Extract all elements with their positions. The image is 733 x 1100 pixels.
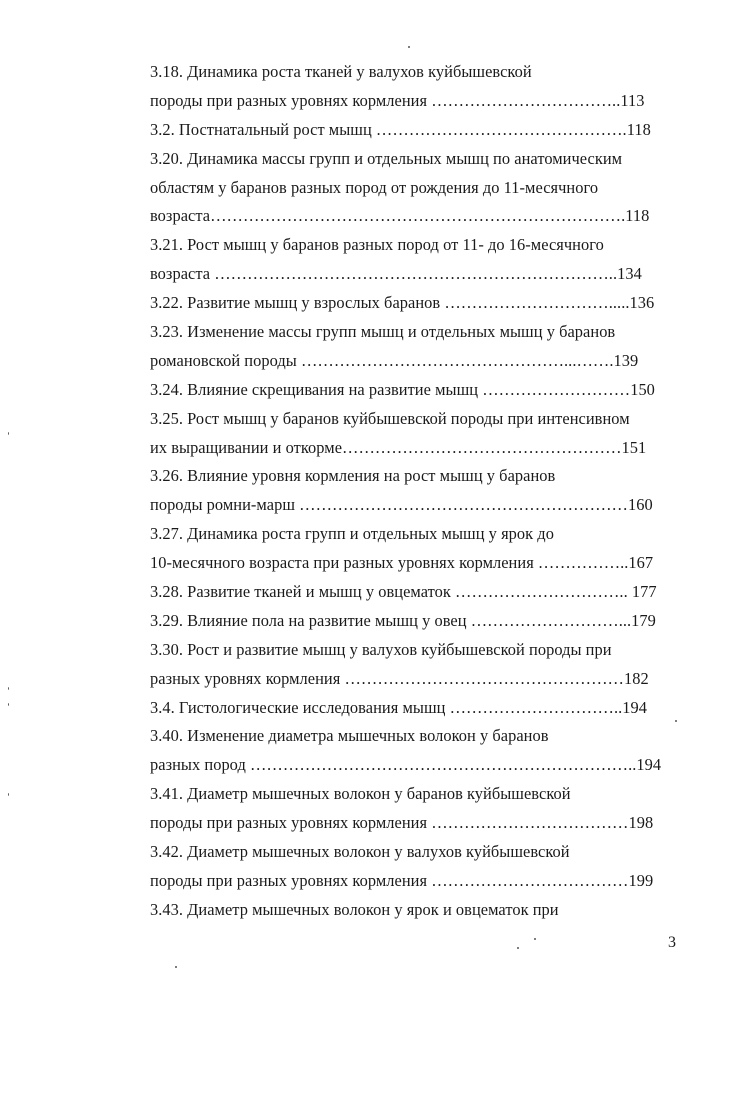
toc-line: разных пород ……………………………………………………………..194 bbox=[150, 755, 662, 775]
scan-speck bbox=[8, 432, 9, 435]
scan-speck bbox=[8, 703, 9, 706]
toc-line: 3.43. Диаметр мышечных волокон у ярок и овцематок при bbox=[150, 899, 559, 919]
toc-line: 3.22. Развитие мышц у взрослых баранов ………………………….....136 bbox=[150, 293, 655, 313]
toc-line: 3.41. Диаметр мышечных волокон у баранов куйбышевской bbox=[150, 784, 571, 804]
toc-line: 3.29. Влияние пола на развитие мышц у овец ………………………...179 bbox=[150, 610, 656, 630]
toc-line: романовской породы …………………………………………...…….139 bbox=[150, 350, 639, 370]
toc-line: возраста………………………………………………………………….118 bbox=[150, 206, 650, 226]
toc-line: 3.25. Рост мышц у баранов куйбышевской породы при интенсивном bbox=[150, 408, 630, 428]
scan-speck bbox=[534, 938, 536, 940]
toc-line: породы при разных уровнях кормления ………………………………198 bbox=[150, 813, 654, 833]
toc-line: породы при разных уровнях кормления ………………………………199 bbox=[150, 870, 654, 890]
toc-line: 3.30. Рост и развитие мышц у валухов куйбышевской породы при bbox=[150, 639, 612, 659]
scan-speck bbox=[175, 966, 177, 968]
toc-line: 3.27. Динамика роста групп и отдельных мышц у ярок до bbox=[150, 524, 554, 544]
toc-line: 3.20. Динамика массы групп и отдельных мышц по анатомическим bbox=[150, 148, 623, 168]
toc-line: 10-месячного возраста при разных уровнях кормления ……………..167 bbox=[150, 553, 654, 573]
toc-line: их выращивании и откорме……………………………………………151 bbox=[150, 437, 647, 457]
toc-line: 3.42. Диаметр мышечных волокон у валухов куйбышевской bbox=[150, 842, 570, 862]
toc-line: 3.21. Рост мышц у баранов разных пород от 11- до 16-месячного bbox=[150, 235, 604, 255]
toc-line: областям у баранов разных пород от рождения до 11-месячного bbox=[150, 177, 599, 197]
scan-speck bbox=[8, 793, 9, 796]
scan-speck bbox=[408, 46, 410, 48]
toc-line: возраста ………………………………………………………………..134 bbox=[150, 264, 642, 284]
toc-line: 3.2. Постнатальный рост мышц ……………………………………….118 bbox=[150, 119, 651, 139]
toc-line: 3.40. Изменение диаметра мышечных волокон у баранов bbox=[150, 726, 549, 746]
toc-line: 3.18. Динамика роста тканей у валухов куйбышевской bbox=[150, 62, 532, 81]
toc-line: породы при разных уровнях кормления ……………………………..113 bbox=[150, 90, 645, 110]
toc-line: 3.26. Влияние уровня кормления на рост мышц у баранов bbox=[150, 466, 556, 486]
toc-line: 3.28. Развитие тканей и мышц у овцематок ………………………….. 177 bbox=[150, 582, 657, 602]
table-of-contents bbox=[150, 58, 690, 925]
scan-speck bbox=[675, 720, 677, 722]
scan-speck bbox=[8, 687, 9, 690]
page-number: 3 bbox=[668, 934, 676, 951]
toc-line: разных уровнях кормления ……………………………………………182 bbox=[150, 668, 649, 688]
toc-line: породы ромни-марш ……………………………………………………160 bbox=[150, 495, 653, 515]
toc-line: 3.23. Изменение массы групп мышц и отдельных мышц у баранов bbox=[150, 322, 616, 342]
toc-line: 3.4. Гистологические исследования мышц …………………………..194 bbox=[150, 697, 648, 717]
toc-line: 3.24. Влияние скрещивания на развитие мышц ………………………150 bbox=[150, 379, 655, 399]
scan-speck bbox=[517, 947, 519, 949]
